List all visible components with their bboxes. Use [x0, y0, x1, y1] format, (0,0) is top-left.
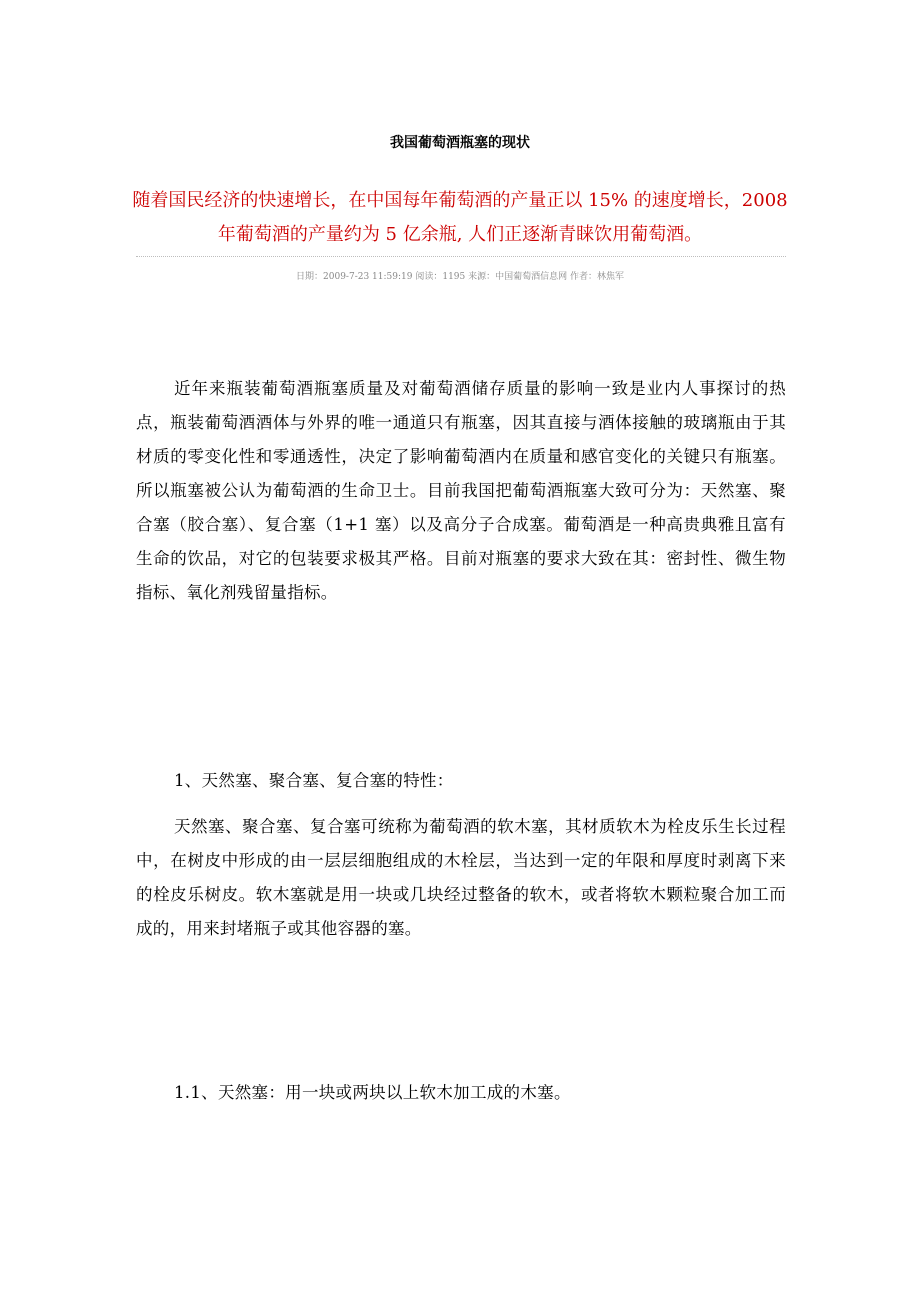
article-meta: 日期：2009-7-23 11:59:19 阅读：1195 来源：中国葡萄酒信息网 作者：林焦军 — [296, 272, 624, 282]
section-heading-1-1: 1.1、天然塞：用一块或两块以上软木加工成的木塞。 — [174, 1083, 571, 1102]
divider — [136, 256, 786, 257]
page-title: 我国葡萄酒瓶塞的现状 — [390, 135, 530, 151]
article-lead: 随着国民经济的快速增长，在中国每年葡萄酒的产量正以 15% 的速度增长，2008 年葡萄酒的产量约为 5 亿余瓶, 人们正逐渐青睐饮用葡萄酒。 — [132, 190, 788, 245]
paragraph-intro: 近年来瓶装葡萄酒瓶塞质量及对葡萄酒储存质量的影响一致是业内人事探讨的热点，瓶装葡萄酒酒体与外界的唯一通道只有瓶塞，因其直接与酒体接触的玻璃瓶由于其材质的零变化性和零通透性，决定了影响葡萄酒内在质量和感官变化的关键只有瓶塞。所以瓶塞被公认为葡萄酒的生命卫士。目前我国把葡萄酒瓶塞大致可分为：天然塞、聚合塞（胶合塞）、复合塞（1+1 塞）以及高分子合成塞。葡萄酒是一种高贵典雅且富有生命的饮品，对它的包装要求极其严格。目前对瓶塞的要求大致在其：密封性、微生物指标、氧化剂残留量指标。 — [136, 379, 786, 602]
section-heading-1: 1、天然塞、聚合塞、复合塞的特性： — [174, 771, 454, 790]
paragraph-cork-properties: 天然塞、聚合塞、复合塞可统称为葡萄酒的软木塞，其材质软木为栓皮乐生长过程中，在树皮中形成的由一层层细胞组成的木栓层，当达到一定的年限和厚度时剥离下来的栓皮乐树皮。软木塞就是用一块或几块经过整备的软木，或者将软木颗粒聚合加工而成的，用来封堵瓶子或其他容器的塞。 — [136, 817, 786, 938]
